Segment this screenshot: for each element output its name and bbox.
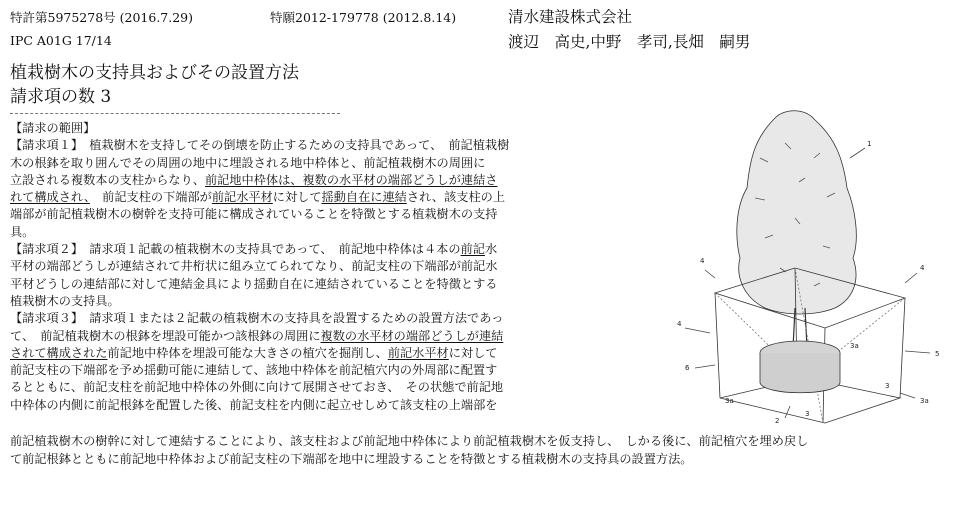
claim-text: 【請求項１】 植栽樹木を支持してその倒壊を防止するための支持具であって、 前記植栽樹 [10,138,510,153]
claim-text: 前記支柱の下端部を予め揺動可能に連結して、該地中枠体を前記植穴内の外周部に配置す [10,363,498,378]
underlined-text: 前記 [460,242,485,257]
claim-line [10,293,600,310]
tree-canopy [737,111,856,314]
claim-line [10,345,600,362]
underlined-text: されて構成された [10,345,108,360]
claim-text: 立設される複数本の支柱からなり、 [10,172,205,187]
claim-text: 植栽樹木の支持具。 [10,293,120,308]
underlined-text: 複数の水平材の端部どうしが連結 [320,328,504,343]
underlined-text: 揺動自在に連結 [321,190,407,205]
inventors: 渡辺 高史,中野 孝司,長畑 嗣男 [508,33,751,51]
fig-label: 4 [700,257,705,265]
claim-line [10,137,600,154]
fig-label: 6 [685,364,690,372]
claim-line [10,328,600,345]
fig-label: 3 [885,382,890,390]
claims-heading: 【請求の範囲】 [10,121,96,135]
claim-line [10,155,600,172]
claims-continuation [10,433,970,468]
claim-text: 前記地中枠体を埋設可能な大きさの植穴を掘削し、 [107,345,388,360]
claim-text: 具。 [10,224,35,239]
underlined-text: 前記水平材 [387,345,449,360]
claim-text: て、 前記植栽樹木の根鉢を埋設可能かつ該根鉢の周囲に [10,328,321,343]
fig-label: 3a [850,342,859,350]
claim-text: に対して [448,345,498,360]
claim-text: 【請求項３】 請求項１または２記載の植栽樹木の支持具を設置するための設置方法であっ [10,311,504,326]
fig-label: 3a [920,397,929,405]
fig-label: 5 [935,350,940,358]
claim-text: 平材どうしの連結部に対して連結金具により揺動自在に連結されていることを特徴とする [10,276,498,291]
fig-label: 4 [677,320,682,328]
underlined-text: 前記水平材 [211,190,273,205]
underlined-text: 前記地中枠体は、複数の水平材の端部どうしが連結さ [205,172,498,187]
patent-title: 植栽樹木の支持具およびその設置方法 [10,63,299,83]
claim-count: 請求項の数 3 [10,87,112,107]
underlined-text: れて構成され、 [10,190,90,205]
claim-line [10,310,600,327]
claim-line [10,362,600,379]
continuation-line: て前記根鉢とともに前記地中枠体および前記支柱の下端部を地中に埋設することを特徴とする植栽樹木の支持具の設置方法。 [10,451,693,466]
claim-line [10,241,600,258]
fig-label: 3a [725,397,734,405]
continuation-line: 前記植栽樹木の樹幹に対して連結することにより、該支柱および前記地中枠体により前記植栽樹木を仮支持し、 しかる後に、前記植穴を埋め戻し [10,434,809,448]
patent-figure [655,98,970,428]
claim-text: 端部が前記植栽樹木の樹幹を支持可能に構成されていることを特徴とする植栽樹木の支持 [10,207,498,222]
application-number: 特願2012-179778 (2012.8.14) [270,10,457,25]
fig-label: 1 [867,140,872,148]
ipc-code: IPC A01G 17/14 [10,33,112,48]
fig-label: 4 [920,264,925,272]
applicant: 清水建設株式会社 [508,8,633,26]
claim-line [10,206,600,223]
fig-label: 3 [805,410,810,418]
claim-line [10,276,600,293]
claim-text: 水 [484,242,498,257]
claim-text: 平材の端部どうしが連結されて井桁状に組み立てられてなり、前記支柱の下端部が前記水 [10,259,498,274]
claim-line [10,258,600,275]
claim-text: るとともに、前記支柱を前記地中枠体の外側に向けて展開させておき、 その状態で前記地 [10,380,504,395]
divider [10,113,340,114]
claim-text: に対して [272,190,322,205]
claim-text: 木の根鉢を取り囲んでその周囲の地中に埋設される地中枠体と、前記植栽樹木の周囲に [10,155,486,170]
claim-line [10,397,600,414]
claim-lines [10,137,600,414]
claim-text: 中枠体の内側に前記根鉢を配置した後、前記支柱を内側に起立せしめて該支柱の上端部を [10,397,498,412]
patent-number: 特許第5975278号 (2016.7.29) [10,10,194,25]
claims-section [10,120,600,414]
claim-text: 【請求項２】 請求項１記載の植栽樹木の支持具であって、 前記地中枠体は４本の [10,242,461,257]
claim-text: 前記支柱の下端部が [89,190,212,205]
claim-text: され、該支柱の上 [406,190,506,205]
claim-line [10,172,600,189]
fig-label: 2 [775,417,780,425]
claim-line [10,189,600,206]
claim-line [10,224,600,241]
claim-line [10,379,600,396]
